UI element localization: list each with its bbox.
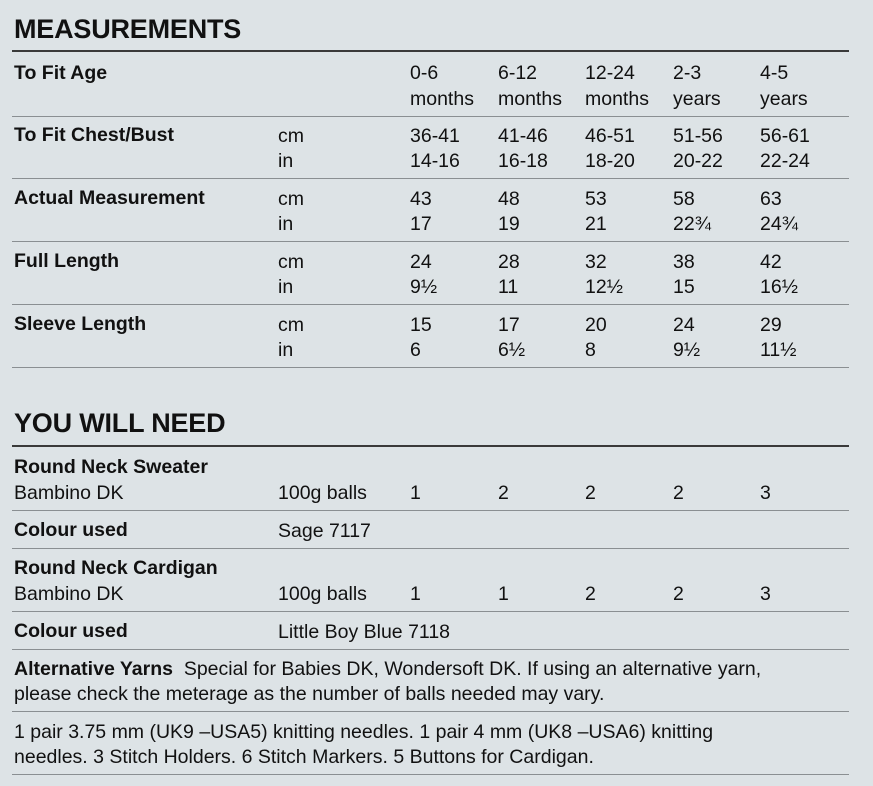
- row-divider: [12, 611, 849, 612]
- full-length-cm-2: 32: [585, 251, 607, 273]
- chest-in-3: 20-22: [673, 150, 723, 172]
- row-divider: [12, 548, 849, 549]
- chest-in-2: 18-20: [585, 150, 635, 172]
- age-3-line1: 2-3: [673, 62, 702, 84]
- row-divider: [12, 116, 849, 117]
- chest-in-0: 14-16: [410, 150, 460, 172]
- measurements-heading: MEASUREMENTS: [14, 14, 242, 44]
- chest-in-4: 22-24: [760, 150, 810, 172]
- sweater-colour-label: Colour used: [14, 519, 128, 541]
- sweater-balls-1: 2: [498, 482, 509, 504]
- sweater-colour: Sage 7117: [278, 520, 371, 542]
- cardigan-yarn: Bambino DK: [14, 583, 124, 605]
- sleeve-length-cm-0: 15: [410, 314, 432, 336]
- sweater-yarn: Bambino DK: [14, 482, 124, 504]
- alternative-yarns-line1: [14, 658, 761, 681]
- chest-label: To Fit Chest/Bust: [14, 124, 174, 146]
- full-length-cm-0: 24: [410, 251, 432, 273]
- actual-cm-1: 48: [498, 188, 520, 210]
- actual-in-2: 21: [585, 213, 607, 235]
- actual-cm-3: 58: [673, 188, 695, 210]
- row-divider: [12, 711, 849, 712]
- age-4-line1: 4-5: [760, 62, 789, 84]
- age-label: To Fit Age: [14, 62, 108, 84]
- sweater-balls-0: 1: [410, 482, 421, 504]
- actual-cm-0: 43: [410, 188, 432, 210]
- age-3-line2: years: [673, 88, 721, 110]
- cardigan-balls-0: 1: [410, 583, 421, 605]
- alternative-yarns-text: Special for Babies DK, Wondersoft DK. If using an alternative yarn,: [183, 658, 762, 680]
- cardigan-title: Round Neck Cardigan: [14, 557, 218, 579]
- actual-cm-4: 63: [760, 188, 782, 210]
- full-length-cm-3: 38: [673, 251, 695, 273]
- cardigan-colour: Little Boy Blue 7118: [278, 621, 451, 643]
- full-length-cm-4: 42: [760, 251, 782, 273]
- actual-cm-2: 53: [585, 188, 607, 210]
- sleeve-length-in-1: 6½: [498, 339, 526, 361]
- full-length-in-1: 11: [498, 276, 519, 298]
- age-1-line2: months: [498, 88, 562, 110]
- actual-unit-in: in: [278, 213, 294, 235]
- alternative-yarns-label: Alternative Yarns: [14, 658, 173, 680]
- bottom-rule: [12, 774, 849, 775]
- full-length-unit-cm: cm: [278, 251, 304, 273]
- full-length-unit-in: in: [278, 276, 294, 298]
- chest-unit-in: in: [278, 150, 294, 172]
- sleeve-length-label: Sleeve Length: [14, 313, 147, 335]
- age-0-line2: months: [410, 88, 474, 110]
- sleeve-length-in-4: 11½: [760, 339, 797, 361]
- heading-rule: [12, 50, 849, 52]
- chest-cm-0: 36-41: [410, 125, 460, 147]
- cardigan-colour-label: Colour used: [14, 620, 128, 642]
- chest-cm-2: 46-51: [585, 125, 635, 147]
- age-1-line1: 6-12: [498, 62, 538, 84]
- sleeve-length-in-0: 6: [410, 339, 421, 361]
- sleeve-length-cm-3: 24: [673, 314, 695, 336]
- row-divider: [12, 178, 849, 179]
- actual-in-4: 24¾: [760, 213, 798, 235]
- you-will-need-heading: YOU WILL NEED: [14, 408, 226, 438]
- heading-rule: [12, 445, 849, 447]
- row-divider: [12, 649, 849, 650]
- sweater-balls-2: 2: [585, 482, 596, 504]
- sleeve-length-cm-1: 17: [498, 314, 520, 336]
- section-end-rule: [12, 367, 849, 368]
- age-2-line2: months: [585, 88, 649, 110]
- sleeve-length-in-2: 8: [585, 339, 596, 361]
- cardigan-balls-3: 2: [673, 583, 684, 605]
- sweater-balls-4: 3: [760, 482, 771, 504]
- sweater-unit: 100g balls: [278, 482, 367, 504]
- chest-cm-1: 41-46: [498, 125, 548, 147]
- needles-line1: 1 pair 3.75 mm (UK9 –USA5) knitting needles. 1 pair 4 mm (UK8 –USA6) knitting: [14, 721, 714, 743]
- age-0-line1: 0-6: [410, 62, 439, 84]
- sleeve-length-unit-cm: cm: [278, 314, 304, 336]
- full-length-in-2: 12½: [585, 276, 623, 298]
- actual-unit-cm: cm: [278, 188, 304, 210]
- actual-in-0: 17: [410, 213, 432, 235]
- needles-line2: needles. 3 Stitch Holders. 6 Stitch Markers. 5 Buttons for Cardigan.: [14, 746, 594, 768]
- sleeve-length-cm-4: 29: [760, 314, 782, 336]
- chest-cm-4: 56-61: [760, 125, 810, 147]
- full-length-in-4: 16½: [760, 276, 798, 298]
- age-2-line1: 12-24: [585, 62, 635, 84]
- sweater-balls-3: 2: [673, 482, 684, 504]
- full-length-cm-1: 28: [498, 251, 520, 273]
- actual-label: Actual Measurement: [14, 187, 205, 209]
- actual-in-3: 22¾: [673, 213, 711, 235]
- cardigan-balls-4: 3: [760, 583, 771, 605]
- chest-unit-cm: cm: [278, 125, 304, 147]
- full-length-label: Full Length: [14, 250, 120, 272]
- actual-in-1: 19: [498, 213, 520, 235]
- alternative-yarns-line2: please check the meterage as the number of balls needed may vary.: [14, 683, 605, 705]
- full-length-in-3: 15: [673, 276, 695, 298]
- sleeve-length-cm-2: 20: [585, 314, 607, 336]
- row-divider: [12, 510, 849, 511]
- cardigan-balls-1: 1: [498, 583, 509, 605]
- sleeve-length-unit-in: in: [278, 339, 294, 361]
- sweater-title: Round Neck Sweater: [14, 456, 208, 478]
- chest-in-1: 16-18: [498, 150, 548, 172]
- full-length-in-0: 9½: [410, 276, 438, 298]
- row-divider: [12, 304, 849, 305]
- cardigan-unit: 100g balls: [278, 583, 367, 605]
- row-divider: [12, 241, 849, 242]
- chest-cm-3: 51-56: [673, 125, 723, 147]
- sleeve-length-in-3: 9½: [673, 339, 701, 361]
- age-4-line2: years: [760, 88, 808, 110]
- cardigan-balls-2: 2: [585, 583, 596, 605]
